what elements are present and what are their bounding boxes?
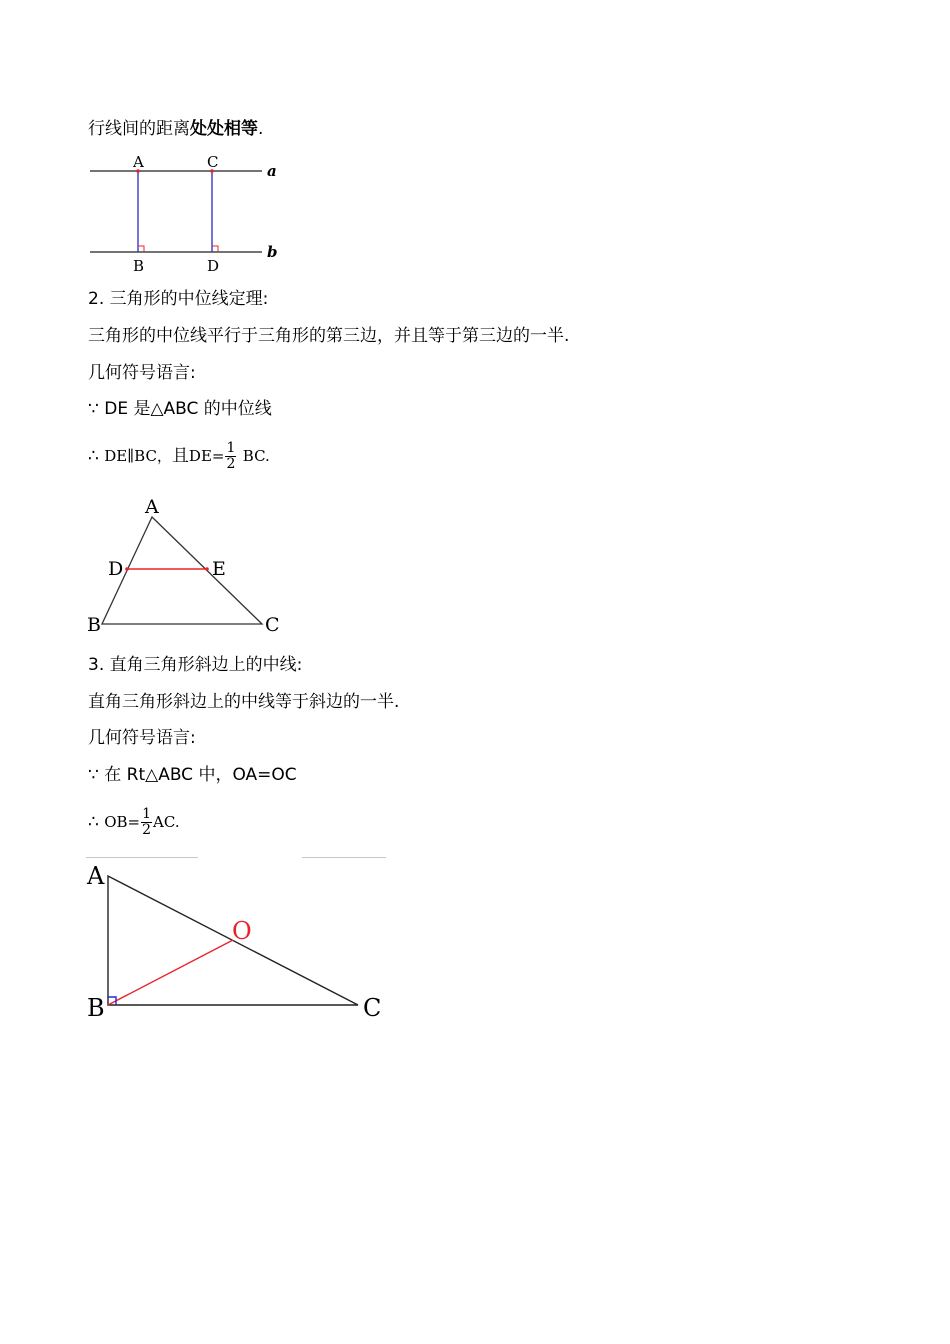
- label-b: B: [87, 994, 105, 1022]
- because-symbol: ∵: [88, 399, 99, 419]
- label-c: C: [363, 994, 382, 1022]
- label-line-b: b: [267, 243, 278, 261]
- intro-prefix: 行线间的距离: [88, 119, 190, 139]
- because-symbol: ∵: [88, 765, 99, 785]
- label-a: A: [87, 862, 105, 890]
- intro-bold: 处处相等: [190, 119, 258, 139]
- because-text: 在 Rt△ABC 中，OA=OC: [104, 765, 297, 785]
- section2-symbol-title: 几何符号语言:: [88, 363, 196, 383]
- section3-statement: 直角三角形斜边上的中线等于斜边的一半.: [88, 692, 400, 712]
- label-b: B: [133, 257, 145, 275]
- therefore-prefix: DE∥BC，: [104, 447, 172, 465]
- therefore-suffix: AC.: [153, 813, 180, 831]
- section3-symbol-title: 几何符号语言:: [88, 728, 196, 748]
- label-c: C: [265, 614, 280, 636]
- section2-statement: 三角形的中位线平行于三角形的第三边，并且等于第三边的一半.: [88, 326, 570, 346]
- label-c: C: [207, 153, 219, 171]
- therefore-symbol: ∴: [88, 812, 99, 832]
- because-text: DE 是△ABC 的中位线: [104, 399, 272, 419]
- therefore-prefix: OB=: [104, 813, 141, 831]
- section2-heading: 2. 三角形的中位线定理:: [88, 289, 269, 309]
- label-d: D: [207, 257, 220, 275]
- section3-heading: 3. 直角三角形斜边上的中线:: [88, 655, 303, 675]
- intro-suffix: .: [258, 119, 264, 139]
- median-ob: [108, 940, 233, 1005]
- therefore-de: DE=: [188, 447, 225, 465]
- label-b: B: [87, 614, 101, 636]
- label-a: A: [133, 153, 144, 171]
- therefore-symbol: ∴: [88, 446, 99, 466]
- label-e: E: [212, 558, 226, 580]
- fraction-one-half: $\frac{1}{2}$: [142, 805, 152, 838]
- therefore-mid: 且: [171, 446, 189, 466]
- label-o: O: [232, 917, 252, 945]
- therefore-suffix: BC.: [242, 447, 270, 465]
- label-a: A: [145, 496, 159, 518]
- label-d: D: [108, 558, 124, 580]
- label-line-a: a: [267, 162, 277, 180]
- fraction-one-half: $\frac{1}{2}$: [226, 439, 236, 472]
